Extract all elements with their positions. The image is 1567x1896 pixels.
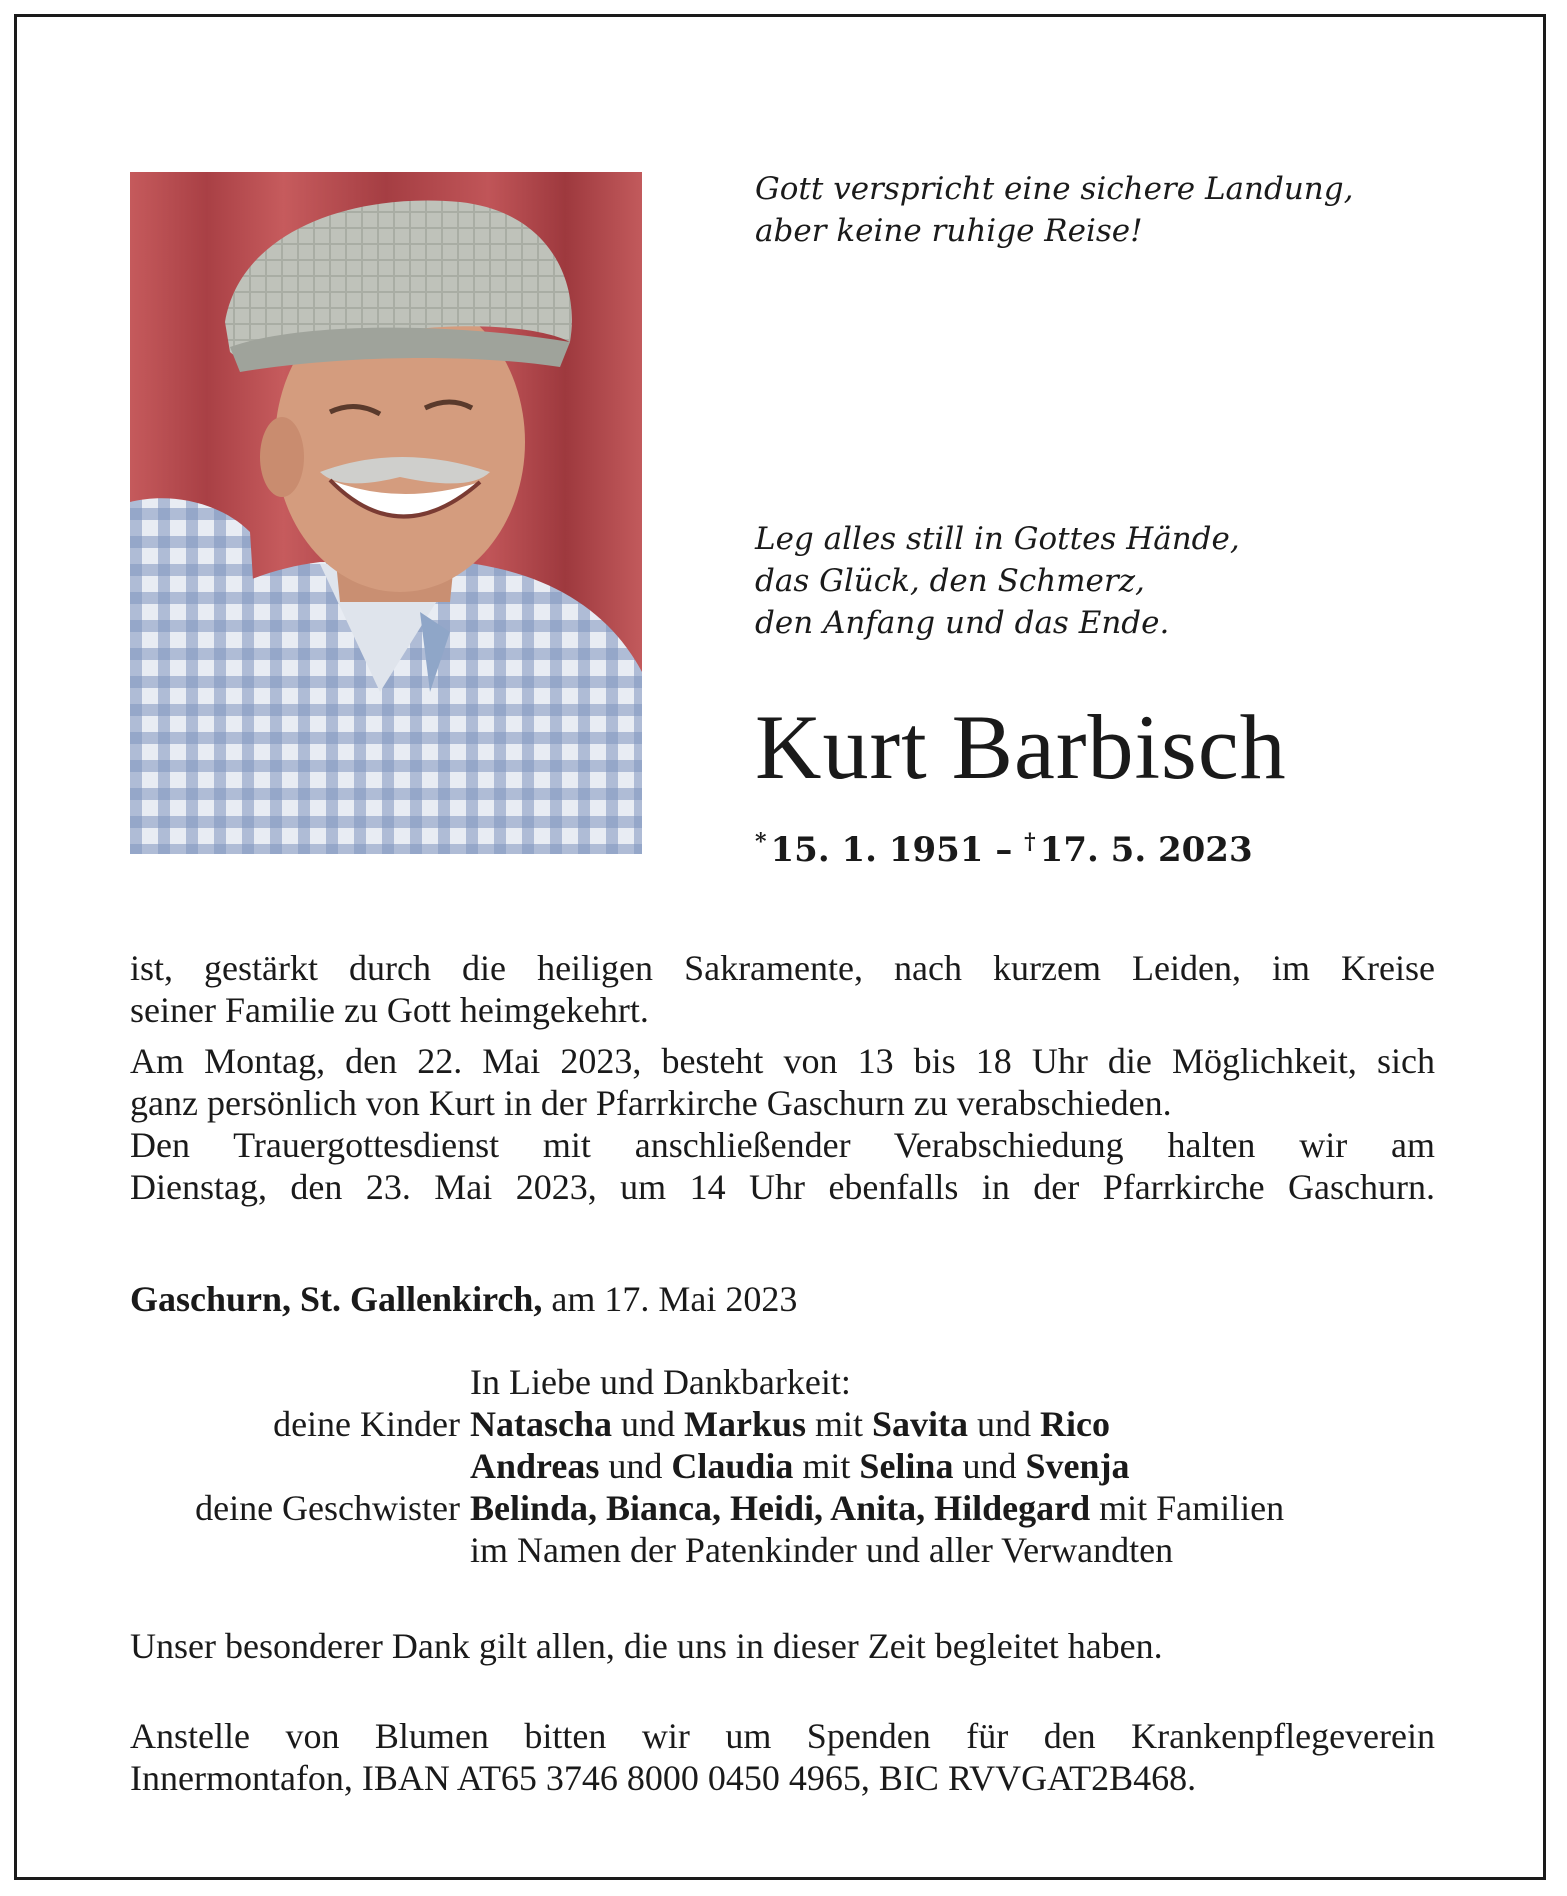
quote-line: das Glück, den Schmerz, — [755, 563, 1145, 599]
mourners-intro: In Liebe und Dankbarkeit: — [470, 1362, 851, 1402]
thanks-line: Unser besonderer Dank gilt allen, die uns in dieser Zeit begleitet haben. — [130, 1626, 1163, 1666]
quote-line: aber keine ruhige Reise! — [755, 213, 1143, 249]
paragraph-line: Anstelle von Blumen bitten wir um Spenden für den Krankenpflegeverein — [130, 1716, 1435, 1756]
mourner-name: Savita — [872, 1404, 969, 1444]
donation-note — [130, 1715, 1435, 1799]
connector-text: mit — [806, 1404, 873, 1444]
mourners-list — [0, 1361, 1567, 1571]
children-line-2 — [470, 1445, 1129, 1487]
paragraph-line: Am Montag, den 22. Mai 2023, besteht von 13 bis 18 Uhr die Möglichkeit, sich — [130, 1041, 1435, 1081]
mourner-name: Andreas — [470, 1446, 600, 1486]
death-date: 17. 5. 2023 — [1039, 830, 1253, 870]
siblings-line — [470, 1487, 1284, 1529]
notice-date: am 17. Mai 2023 — [551, 1279, 798, 1319]
quote-line: den Anfang und das Ende. — [755, 605, 1170, 641]
paragraph-line: ist, gestärkt durch die heiligen Sakramente, nach kurzem Leiden, im Kreise — [130, 948, 1435, 988]
children-label: deine Kinder — [273, 1404, 460, 1444]
mourner-name: Markus — [684, 1404, 807, 1444]
mourners-closing: im Namen der Patenkinder und aller Verwandten — [470, 1530, 1174, 1570]
quote-line: Gott verspricht eine sichere Landung, — [755, 171, 1354, 207]
portrait-photo — [130, 172, 642, 854]
announcement-paragraph — [130, 947, 1435, 1031]
paragraph-line: Den Trauergottesdienst mit anschließender Verabschiedung halten wir am — [130, 1125, 1435, 1165]
connector-text: und — [968, 1404, 1041, 1444]
mourner-name: Svenja — [1025, 1446, 1130, 1486]
mourner-name: Selina — [859, 1446, 954, 1486]
paragraph-line: Innermontafon, IBAN AT65 3746 8000 0450 4965, BIC RVVGAT2B468. — [130, 1758, 1197, 1798]
funeral-details-paragraph — [130, 1040, 1435, 1208]
paragraph-line: ganz persönlich von Kurt in der Pfarrkirche Gaschurn zu verabschieden. — [130, 1083, 1172, 1123]
connector-text: und — [612, 1404, 684, 1444]
mourner-name: Belinda, Bianca, Heidi, Anita, Hildegard — [470, 1488, 1091, 1528]
mourner-name: Rico — [1040, 1404, 1111, 1444]
connector-text: und — [953, 1446, 1026, 1486]
top-quote — [755, 168, 1353, 252]
death-symbol: † — [1024, 829, 1036, 855]
mourner-name: Claudia — [671, 1446, 794, 1486]
connector-text: mit Familien — [1090, 1488, 1285, 1528]
connector-text: und — [599, 1446, 672, 1486]
bottom-quote — [755, 518, 1240, 644]
siblings-label: deine Geschwister — [195, 1488, 460, 1528]
quote-line: Leg alles still in Gottes Hände, — [755, 521, 1240, 557]
deceased-name: Kurt Barbisch — [755, 696, 1287, 798]
paragraph-line: seiner Familie zu Gott heimgekehrt. — [130, 990, 649, 1030]
birth-symbol: * — [755, 829, 767, 855]
date-separator: – — [995, 830, 1013, 870]
place: Gaschurn, St. Gallenkirch, — [130, 1279, 543, 1319]
birth-date: 15. 1. 1951 — [770, 830, 984, 870]
paragraph-line: Dienstag, den 23. Mai 2023, um 14 Uhr ebenfalls in der Pfarrkirche Gaschurn. — [130, 1167, 1435, 1207]
connector-text: mit — [793, 1446, 860, 1486]
children-line-1 — [470, 1403, 1110, 1445]
life-dates — [755, 820, 1253, 872]
place-date-line — [130, 1278, 1435, 1320]
mourner-name: Natascha — [470, 1404, 612, 1444]
